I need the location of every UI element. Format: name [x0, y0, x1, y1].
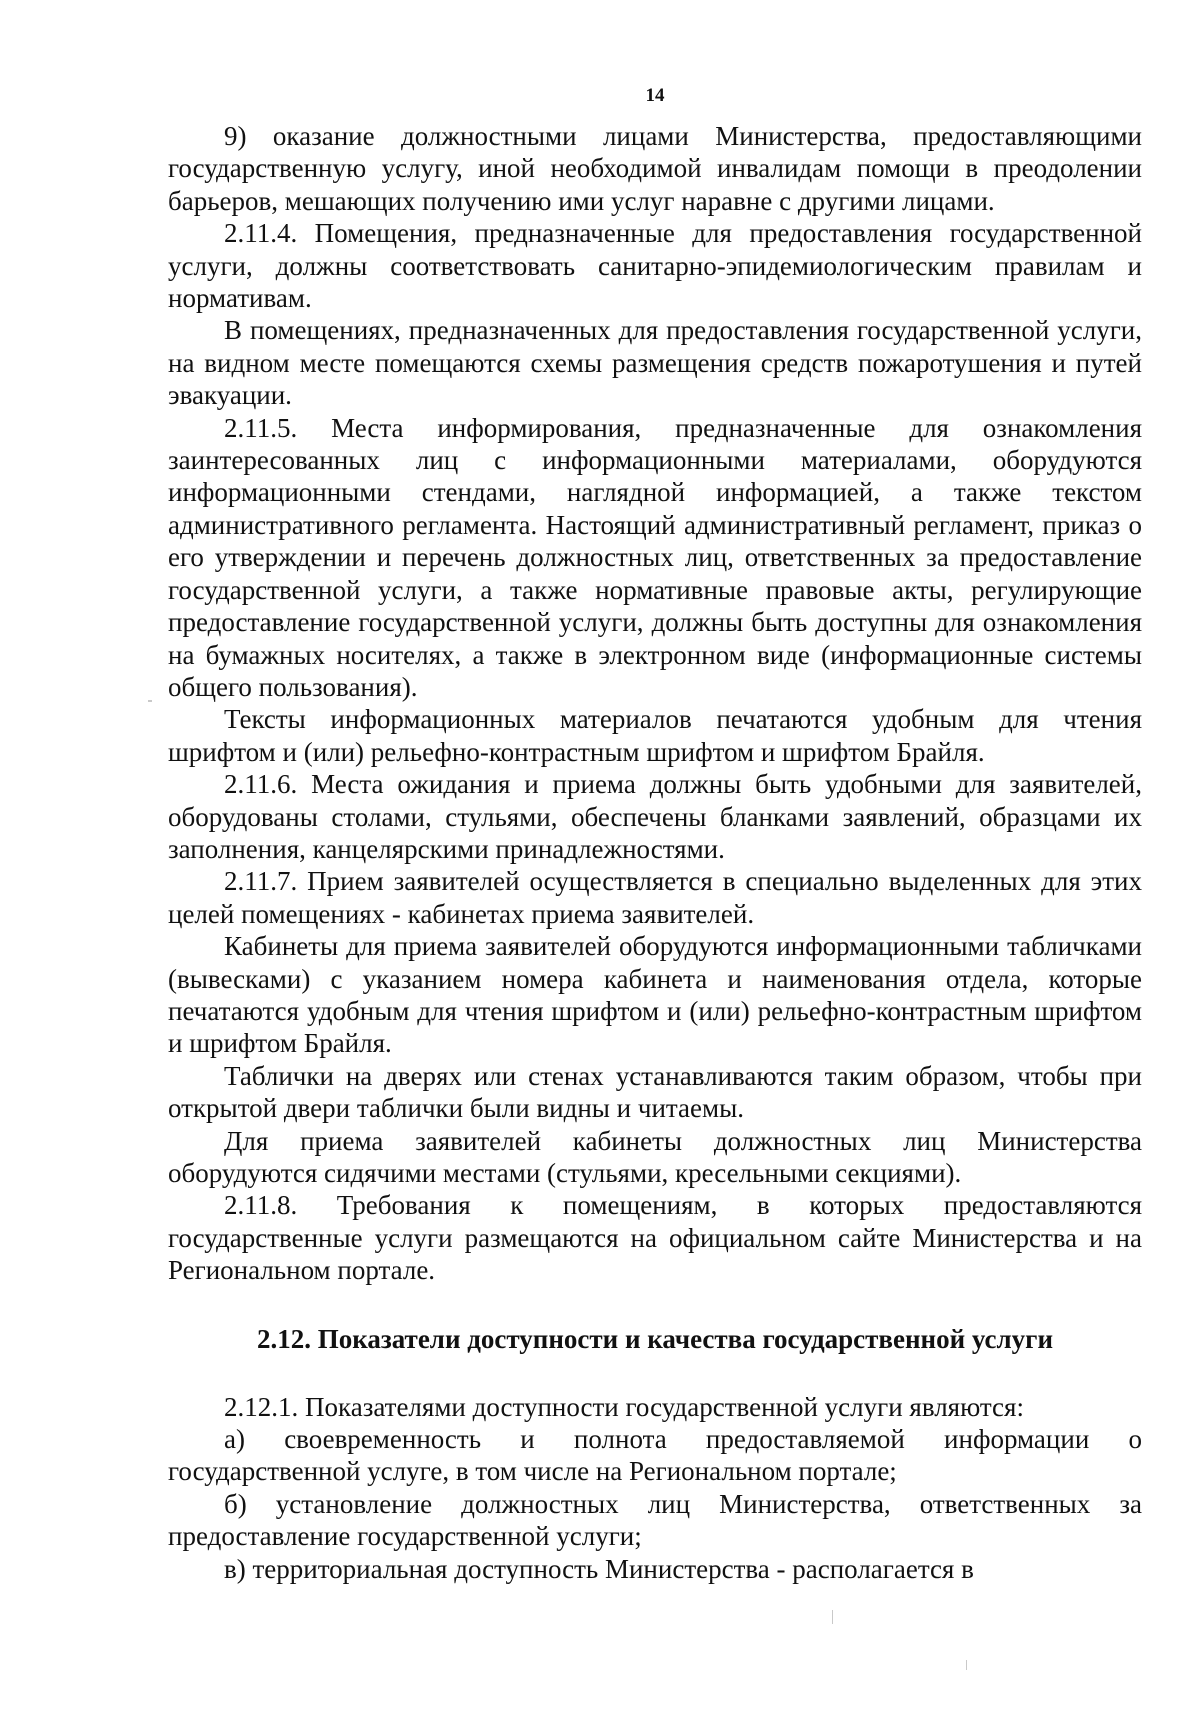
paragraph: 2.12.1. Показателями доступности государственной услуги являются: — [224, 1391, 1024, 1422]
paragraph: Для приема заявителей кабинеты должностных лиц Министерства оборудуются сидячими местами (стульями, кресельными секциями). — [168, 1125, 1142, 1188]
paragraph: 2.11.7. Прием заявителей осуществляется в специально выделенных для этих целей помещениях - кабинетах приема заявителей. — [168, 866, 1142, 929]
scan-artifact — [966, 1660, 967, 1670]
paragraph: в) территориальная доступность Министерства - располагается в — [224, 1553, 974, 1584]
paragraph: 2.11.8. Требования к помещениям, в которых предоставляются государственные услуги размещаются на официальном сайте Министерства и на Региональном портале. — [168, 1190, 1142, 1286]
paragraph: б) установление должностных лиц Министерства, ответственных за предоставление государственной услуги; — [168, 1488, 1142, 1552]
paragraph: В помещениях, предназначенных для предоставления государственной услуги, на видном месте помещаются схемы размещения средств пожаротушения и путей эвакуации. — [168, 315, 1142, 411]
scan-artifact — [148, 700, 152, 702]
scan-artifact — [832, 1610, 833, 1624]
paragraph: 2.11.4. Помещения, предназначенные для предоставления государственной услуги, должны соответствовать санитарно-эпидемиологическим правилам и нормативам. — [168, 218, 1142, 314]
paragraph: Таблички на дверях или стенах устанавливаются таким образом, чтобы при открытой двери таблички были видны и читаемы. — [168, 1060, 1142, 1124]
paragraph: Тексты информационных материалов печатаются удобным для чтения шрифтом и (или) рельефно-контрастным шрифтом и шрифтом Брайля. — [168, 704, 1142, 767]
paragraph: Кабинеты для приема заявителей оборудуются информационными табличками (вывесками) с указанием номера кабинета и наименования отдела, которые печатаются удобным для чтения шрифтом и (или) рельефно-контрастным шрифтом и шрифтом Брайля. — [168, 931, 1142, 1059]
page-number: 14 — [645, 85, 665, 106]
paragraph: 2.11.6. Места ожидания и приема должны быть удобными для заявителей, оборудованы столами, стульями, обеспечены бланками заявлений, образцами их заполнения, канцелярскими принадлежностями. — [168, 769, 1142, 864]
document-page — [168, 86, 1142, 1585]
section-heading: 2.12. Показатели доступности и качества государственной услуги — [257, 1323, 1053, 1354]
paragraph: 2.11.5. Места информирования, предназначенные для ознакомления заинтересованных лиц с информационными материалами, оборудуются информационными стендами, наглядной информацией, а также текстом административного регламента. Настоящий административный регламент, приказ о его утверждении и перечень должностных лиц, ответственных за предоставление государственной услуги, а также нормативные правовые акты, регулирующие предоставление государственной услуги, должны быть доступны для ознакомления на бумажных носителях, а также в электронном виде (информационные системы общего пользования). — [168, 412, 1142, 702]
paragraph: а) своевременность и полнота предоставляемой информации о государственной услуге, в том числе на Региональном портале; — [168, 1424, 1142, 1487]
paragraph: 9) оказание должностными лицами Министерства, предоставляющими государственную услугу, иной необходимой инвалидам помощи в преодолении барьеров, мешающих получению ими услуг наравне с другими лицами. — [168, 121, 1142, 216]
